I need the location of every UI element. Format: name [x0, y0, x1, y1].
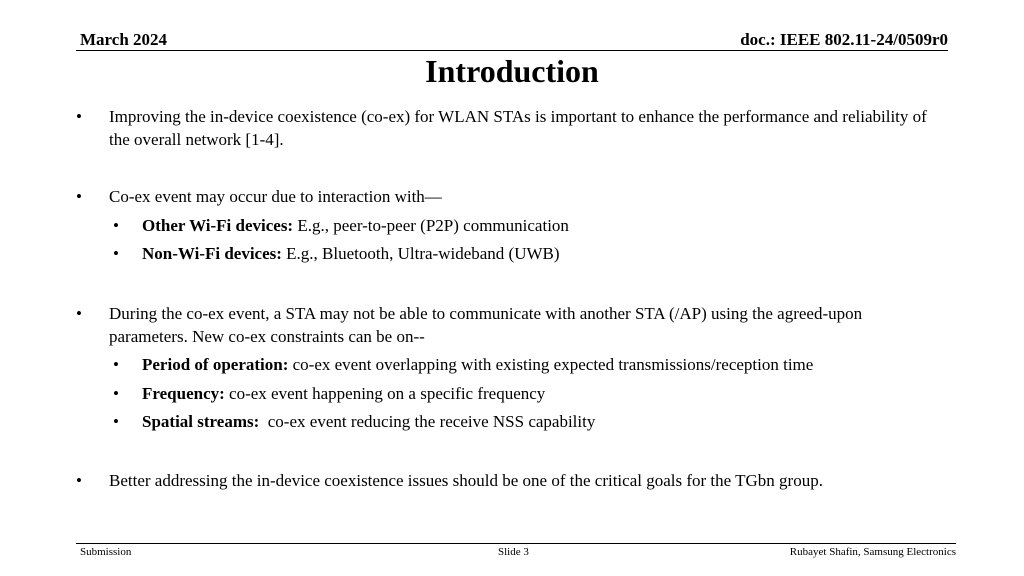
sub-bullet-label: Other Wi-Fi devices: — [142, 216, 294, 235]
sub-bullet-text — [142, 353, 933, 376]
footer-slide-number: Slide 3 — [498, 546, 529, 558]
bullet-dot: • — [113, 244, 119, 263]
sub-bullet-text — [142, 214, 933, 237]
footer-divider — [76, 543, 956, 544]
bullet-dot: • — [76, 107, 82, 126]
bullet-dot: • — [113, 412, 119, 431]
footer-author: Rubayet Shafin, Samsung Electronics — [789, 546, 956, 558]
sub-bullet-label: Period of operation: — [142, 355, 289, 374]
sub-bullet-item — [113, 353, 933, 376]
slide-title: Introduction — [425, 53, 599, 89]
bullet-dot: • — [113, 216, 119, 235]
bullet-text: During the co-ex event, a STA may not be able to communicate with another STA (/AP) using the agreed-upon parameters. New co-ex constraints can be on-- — [109, 304, 863, 346]
bullet-item — [76, 185, 936, 208]
bullet-item — [76, 105, 936, 151]
bullet-text: Co-ex event may occur due to interaction with— — [109, 187, 442, 206]
sub-bullet-label: Frequency: — [142, 384, 225, 403]
sub-bullet-label: Non-Wi-Fi devices: — [142, 244, 282, 263]
sub-bullet-item — [113, 214, 933, 237]
sub-bullet-detail: E.g., Bluetooth, Ultra-wideband (UWB) — [281, 244, 560, 263]
bullet-text: Improving the in-device coexistence (co-ex) for WLAN STAs is important to enhance the performance and reliability of the overall network [1-4]. — [109, 107, 927, 149]
bullet-dot: • — [76, 187, 82, 206]
sub-bullet-detail: E.g., peer-to-peer (P2P) communication — [293, 216, 569, 235]
bullet-item — [76, 302, 936, 348]
bullet-item — [76, 469, 936, 492]
bullet-dot: • — [113, 355, 119, 374]
footer-submission: Submission — [80, 546, 132, 558]
sub-bullet-detail: co-ex event happening on a specific frequency — [224, 384, 546, 403]
sub-bullet-item — [113, 242, 933, 265]
bullet-text: Better addressing the in-device coexistence issues should be one of the critical goals for the TGbn group. — [109, 471, 823, 490]
sub-bullet-detail: co-ex event overlapping with existing expected transmissions/reception time — [288, 355, 814, 374]
sub-bullet-label: Spatial streams: — [142, 412, 260, 431]
sub-bullet-text — [142, 382, 933, 405]
bullet-dot: • — [113, 384, 119, 403]
bullet-dot: • — [76, 304, 82, 323]
sub-bullet-text — [142, 242, 933, 265]
header-doc-id: doc.: IEEE 802.11-24/0509r0 — [740, 30, 948, 49]
sub-bullet-text — [142, 410, 933, 433]
sub-bullet-item — [113, 410, 933, 433]
header-divider — [76, 50, 948, 51]
sub-bullet-item — [113, 382, 933, 405]
header-date: March 2024 — [80, 30, 168, 49]
bullet-dot: • — [76, 471, 82, 490]
sub-bullet-detail: co-ex event reducing the receive NSS capability — [259, 412, 596, 431]
